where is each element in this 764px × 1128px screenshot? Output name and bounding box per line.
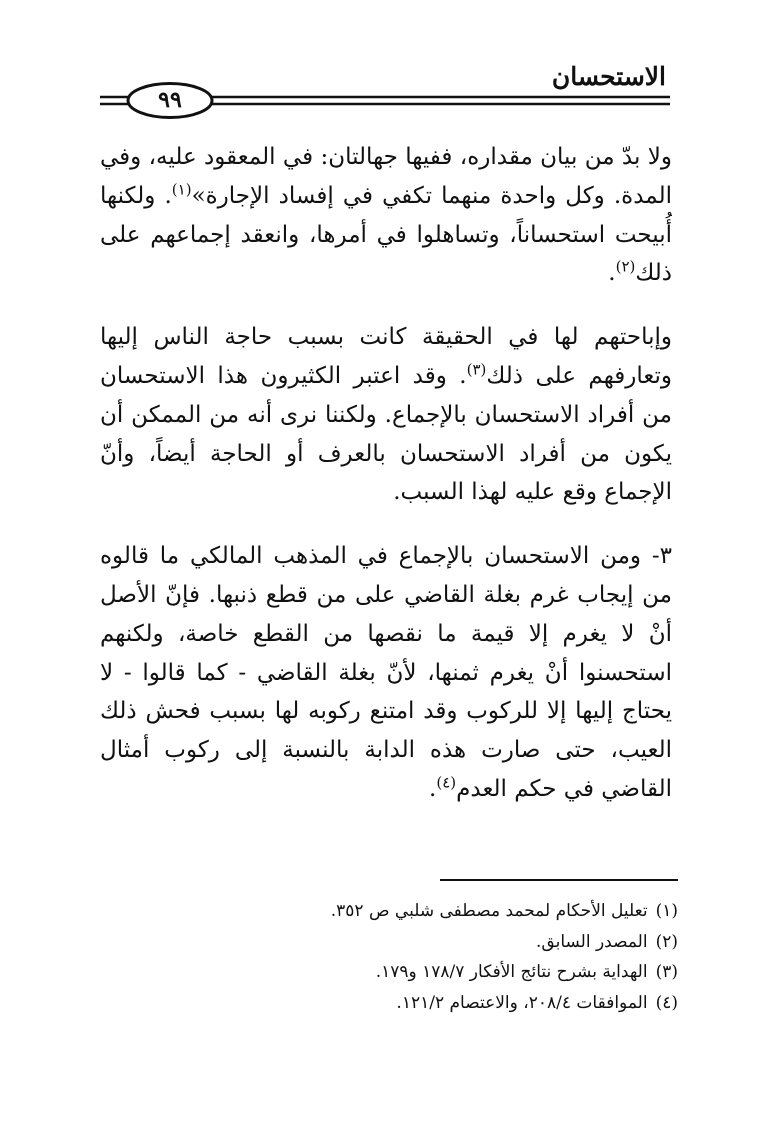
footnote-separator <box>440 879 678 881</box>
paragraph <box>100 318 672 512</box>
footnote-text: المصدر السابق. <box>536 931 648 952</box>
footnote-ref: (٢) <box>615 257 636 276</box>
footnote-ref: (١) <box>171 180 192 199</box>
running-title: الاستحسان <box>551 62 666 91</box>
paragraph-text: . <box>429 775 437 802</box>
footnote-text: الموافقات ٢٠٨/٤، والاعتصام ١٢١/٢. <box>396 992 648 1013</box>
paragraph-text: وإباحتهم لها في الحقيقة كانت بسبب حاجة الناس إليها وتعارفهم على ذلك <box>100 324 673 389</box>
footnote <box>78 957 678 988</box>
paragraph-text: ولا بدّ من بيان مقداره، ففيها جهالتان: في المعقود عليه، وفي المدة. وكل واحدة منهما تكفي في إفساد الإجارة» <box>100 144 672 209</box>
footnote-ref: (٣) <box>466 360 487 379</box>
footnotes <box>78 896 678 1018</box>
paragraph <box>100 138 672 293</box>
footnote-number: (٣) <box>655 962 678 982</box>
paragraph <box>100 537 672 809</box>
footnote <box>78 988 678 1019</box>
paragraph-text: . وقد اعتبر الكثيرون هذا الاستحسان من أفراد الاستحسان بالإجماع. ولكننا نرى أنه من الممكن أن يكون من أفراد الاستحسان بالعرف أو الحاجة أيضاً، وأنّ الإجماع وقع عليه لهذا السبب. <box>100 362 672 506</box>
main-text <box>100 138 672 834</box>
footnote-text: الهداية بشرح نتائج الأفكار ١٧٨/٧ و١٧٩. <box>375 962 648 982</box>
footnote-text: تعليل الأحكام لمحمد مصطفى شلبي ص ٣٥٢. <box>330 901 648 921</box>
paragraph-text: ٣- ومن الاستحسان بالإجماع في المذهب المالكي ما قالوه من إيجاب غرم بغلة القاضي على من قطع ذنبها. فإنّ الأصل أنْ لا يغرم إلا قيمة ما نقصها من القطع خاصة، ولكنهم استحسنوا أنْ يغرم ثمنها، لأنّ بغلة القاضي - كما قالوا - لا يحتاج إليها إلا للركوب وقد امتنع ركوبه لها بسبب فحش ذلك العيب، حتى صارت هذه الدابة بالنسبة إلى ركوب أمثال القاضي في حكم العدم <box>100 543 672 802</box>
paragraph-text: . ولكنها أُبيحت استحساناً، وتساهلوا في أمرها، وانعقد إجماعهم على ذلك <box>100 182 672 287</box>
footnote-number: (٤) <box>655 992 678 1013</box>
footnote-number: (٢) <box>655 931 678 952</box>
footnote <box>78 896 678 927</box>
footnote <box>78 927 678 958</box>
footnote-ref: (٤) <box>436 773 457 792</box>
footnote-number: (١) <box>655 901 678 921</box>
paragraph-text: . <box>608 260 616 287</box>
page-number: ٩٩ <box>158 87 182 113</box>
